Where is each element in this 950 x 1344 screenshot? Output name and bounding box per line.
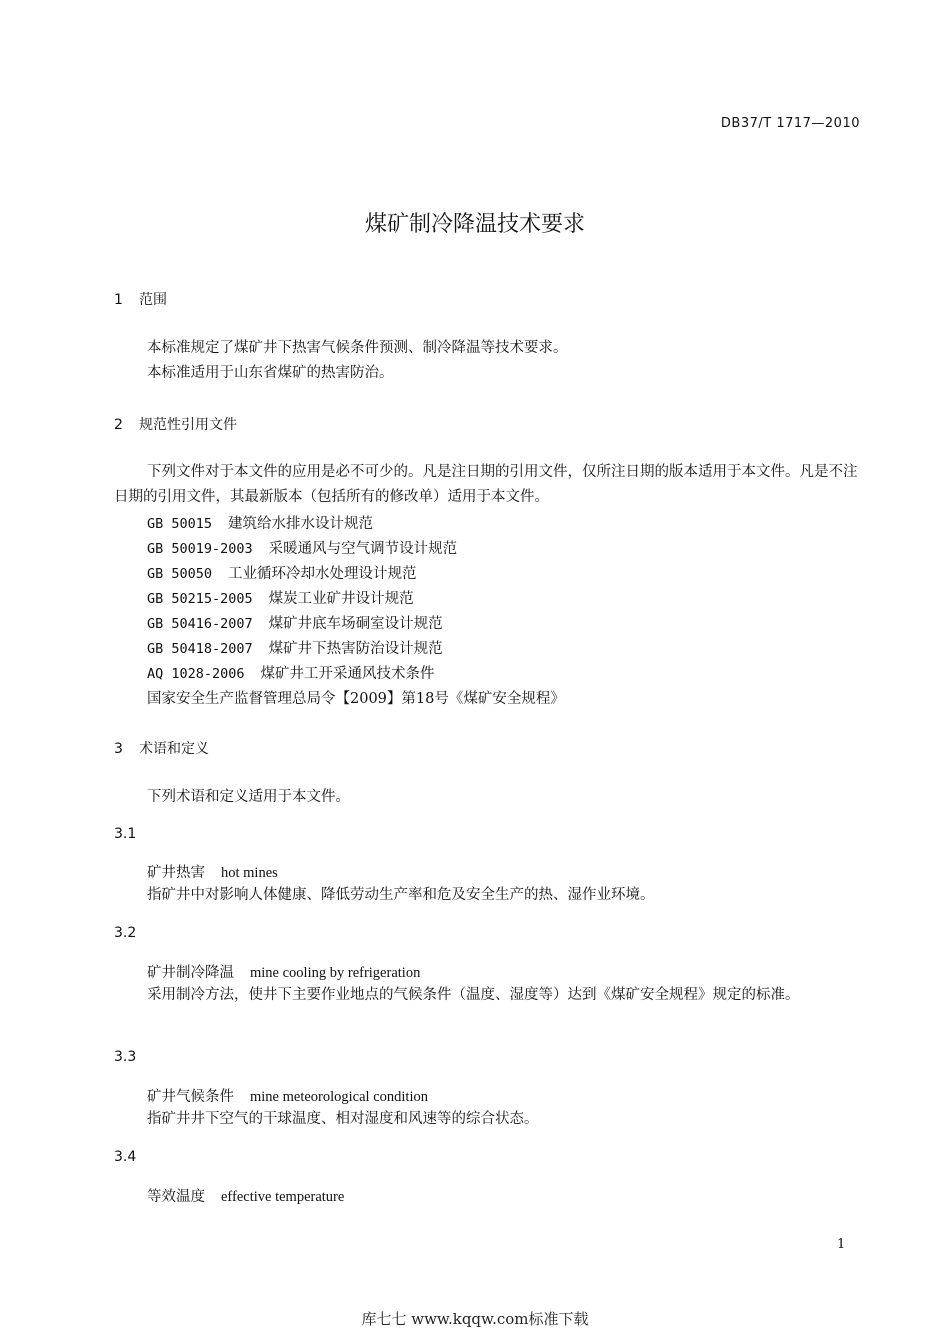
reference-code: AQ 1028-2006 (147, 666, 245, 682)
reference-name: 煤矿井工开采通风技术条件 (260, 666, 435, 682)
document-title: 煤矿制冷降温技术要求 (364, 212, 585, 237)
section-number: 3 (114, 741, 123, 757)
reference-code: GB 50416-2007 (147, 616, 253, 632)
term-en: hot mines (221, 865, 278, 881)
section-number: 1 (114, 292, 123, 308)
reference-code: GB 50019-2003 (147, 541, 253, 557)
term-zh: 矿井制冷降温 (147, 965, 234, 981)
clause-number: 3.2 (114, 925, 137, 941)
reference-name: 煤矿井下热害防治设计规范 (268, 641, 443, 657)
reference-item (147, 637, 443, 658)
footer-watermark: 库七七 www.kqqw.com标准下载 (361, 1310, 589, 1328)
term-definition: 指矿井井下空气的干球温度、相对湿度和风速等的综合状态。 (147, 1111, 539, 1127)
reference-item (147, 612, 443, 633)
reference-item (147, 662, 435, 683)
clause-number: 3.3 (114, 1049, 137, 1065)
section-2-intro: 下列文件对于本文件的应用是必不可少的。凡是注日期的引用文件，仅所注日期的版本适用于本文件。凡是不注日期的引用文件，其最新版本（包括所有的修改单）适用于本文件。 (114, 464, 858, 505)
reference-name: 煤炭工业矿井设计规范 (268, 591, 414, 607)
term-heading (147, 1085, 428, 1106)
reference-code: GB 50050 (147, 566, 213, 582)
reference-name: 采暖通风与空气调节设计规范 (268, 541, 458, 557)
term-zh: 矿井气候条件 (147, 1089, 234, 1105)
section-title: 规范性引用文件 (139, 417, 237, 433)
section-3-heading (114, 738, 209, 758)
term-definition: 指矿井中对影响人体健康、降低劳动生产率和危及安全生产的热、湿作业环境。 (147, 887, 655, 903)
term-zh: 等效温度 (147, 1189, 205, 1205)
reference-name: 煤矿井底车场硐室设计规范 (268, 616, 443, 632)
term-definition: 采用制冷方法，使井下主要作业地点的气候条件（温度、湿度等）达到《煤矿安全规程》规定的标准。 (147, 987, 800, 1003)
term-heading (147, 961, 420, 982)
term-en: mine meteorological condition (250, 1089, 428, 1105)
standard-code: DB37/T 1717—2010 (720, 116, 860, 131)
section-1-heading (114, 289, 167, 309)
section-title: 范围 (139, 292, 167, 308)
term-en: effective temperature (221, 1189, 345, 1205)
section-1-paragraph: 本标准适用于山东省煤矿的热害防治。 (147, 365, 394, 381)
reference-name: 建筑给水排水设计规范 (228, 516, 374, 532)
reference-item (147, 537, 457, 558)
clause-number: 3.4 (114, 1149, 137, 1165)
term-en: mine cooling by refrigeration (250, 965, 421, 981)
reference-item (147, 562, 417, 583)
section-number: 2 (114, 417, 123, 433)
reference-name: 工业循环冷却水处理设计规范 (228, 566, 417, 582)
section-title: 术语和定义 (139, 741, 209, 757)
reference-code: GB 50418-2007 (147, 641, 253, 657)
reference-item: 国家安全生产监督管理总局令【2009】第18号《煤矿安全规程》 (147, 691, 565, 707)
reference-item (147, 587, 414, 608)
term-heading (147, 861, 278, 882)
term-heading (147, 1185, 344, 1206)
reference-code: GB 50215-2005 (147, 591, 253, 607)
section-2-heading (114, 414, 237, 434)
term-zh: 矿井热害 (147, 865, 205, 881)
section-3-intro: 下列术语和定义适用于本文件。 (147, 789, 350, 805)
reference-item (147, 512, 373, 533)
reference-code: GB 50015 (147, 516, 213, 532)
section-1-paragraph: 本标准规定了煤矿井下热害气候条件预测、制冷降温等技术要求。 (147, 340, 568, 356)
clause-number: 3.1 (114, 826, 137, 842)
page-number: 1 (837, 1237, 846, 1252)
